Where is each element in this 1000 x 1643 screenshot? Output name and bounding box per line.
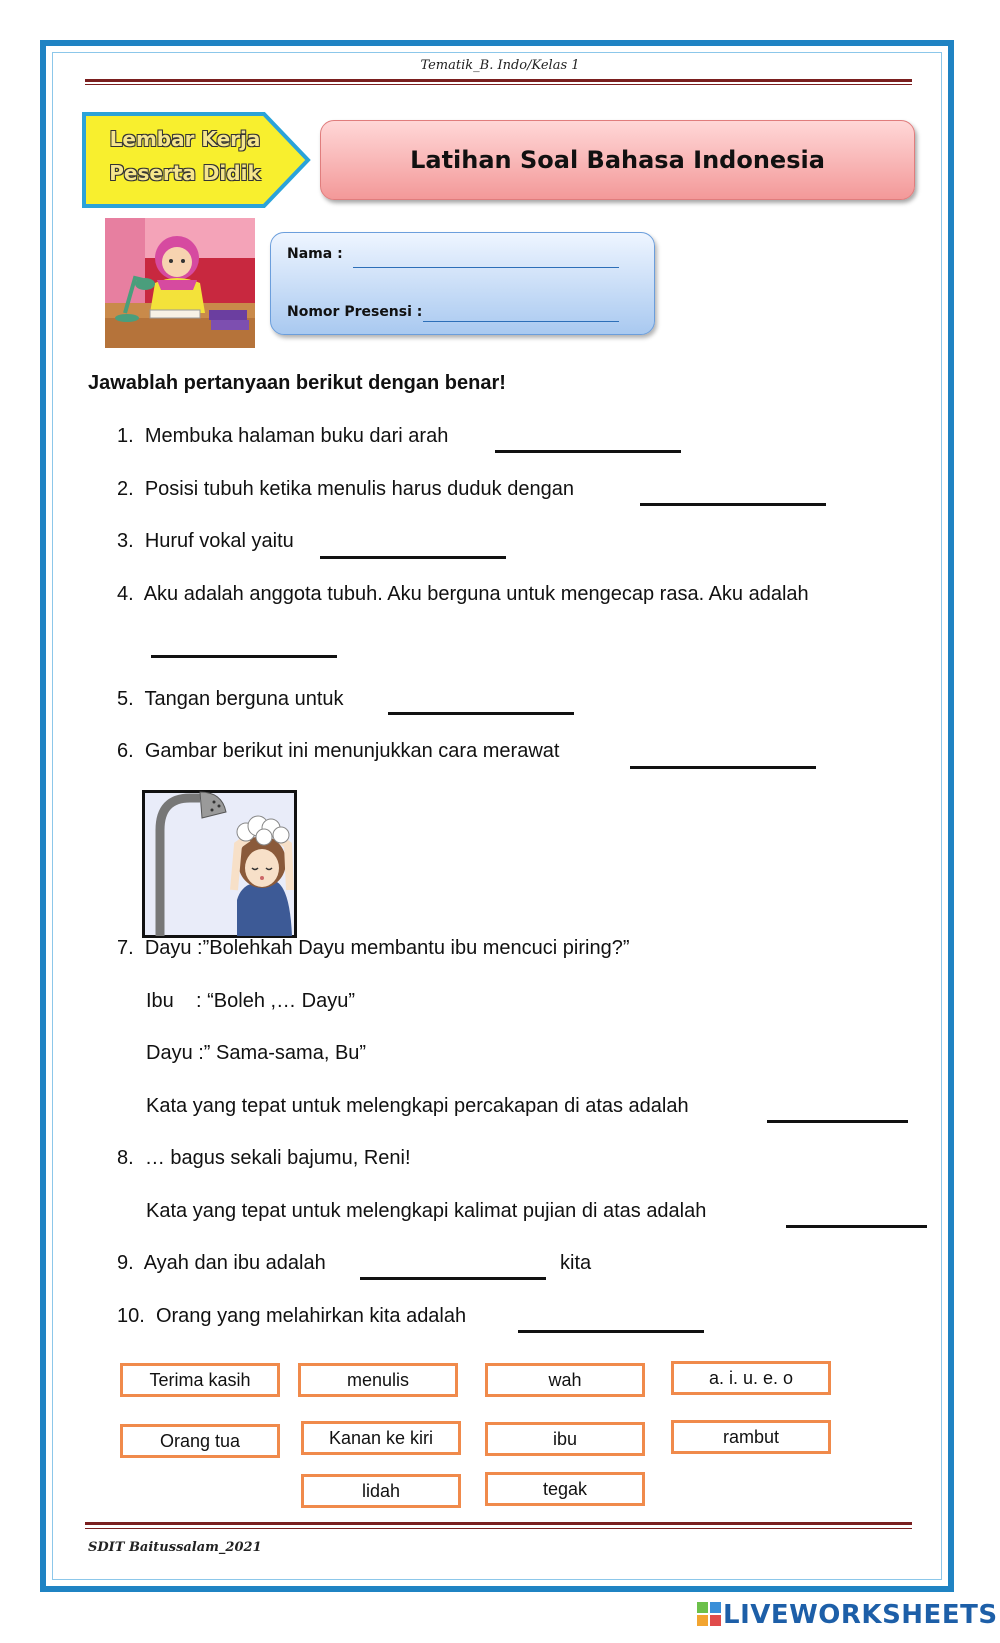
number-field[interactable]	[423, 321, 619, 322]
page-title: Latihan Soal Bahasa Indonesia	[410, 146, 825, 174]
footer-rule-thin	[85, 1528, 912, 1529]
question-1: 1. Membuka halaman buku dari arah	[117, 425, 449, 447]
question-10: 10. Orang yang melahirkan kita adalah	[117, 1305, 467, 1327]
question-9: 9. Ayah dan ibu adalah	[117, 1252, 326, 1274]
answer-blank-10[interactable]	[518, 1330, 704, 1333]
answer-blank-5[interactable]	[388, 712, 574, 715]
answer-blank-3[interactable]	[320, 556, 506, 559]
answer-blank-4[interactable]	[151, 655, 337, 658]
answer-blank-6[interactable]	[630, 766, 816, 769]
header-rule-thin	[85, 84, 912, 85]
name-label: Nama :	[287, 246, 343, 262]
answer-blank-9[interactable]	[360, 1277, 546, 1280]
option-chip[interactable]: Terima kasih	[120, 1363, 280, 1397]
hair-washing-illustration	[142, 790, 297, 938]
title-banner	[320, 120, 915, 200]
question-8: 8. … bagus sekali bajumu, Reni!	[117, 1147, 411, 1169]
number-label: Nomor Presensi :	[287, 304, 423, 320]
student-reading-illustration	[105, 218, 255, 348]
option-chip[interactable]: tegak	[485, 1472, 645, 1506]
question-7-line-4: Kata yang tepat untuk melengkapi percakapan di atas adalah	[146, 1095, 689, 1117]
question-4: 4. Aku adalah anggota tubuh. Aku berguna untuk mengecap rasa. Aku adalah	[117, 583, 809, 605]
option-chip[interactable]: ibu	[485, 1422, 645, 1456]
footer-rule	[85, 1522, 912, 1525]
name-field[interactable]	[353, 267, 619, 268]
option-chip[interactable]: wah	[485, 1363, 645, 1397]
header-rule	[85, 79, 912, 82]
option-chip[interactable]: Orang tua	[120, 1424, 280, 1458]
header-subject: Tematik_B. Indo/Kelas 1	[420, 58, 580, 73]
question-6: 6. Gambar berikut ini menunjukkan cara merawat	[117, 740, 560, 762]
option-chip[interactable]: menulis	[298, 1363, 458, 1397]
question-8-line-2: Kata yang tepat untuk melengkapi kalimat pujian di atas adalah	[146, 1200, 707, 1222]
watermark-text: LIVEWORKSHEETS	[723, 1600, 998, 1630]
question-7: 7. Dayu :”Bolehkah Dayu membantu ibu mencuci piring?”	[117, 937, 630, 959]
question-7-line-2: Ibu : “Boleh ,… Dayu”	[146, 990, 355, 1012]
instruction-text: Jawablah pertanyaan berikut dengan benar!	[88, 372, 506, 394]
answer-blank-1[interactable]	[495, 450, 681, 453]
question-5: 5. Tangan berguna untuk	[117, 688, 344, 710]
option-chip[interactable]: a. i. u. e. o	[671, 1361, 831, 1395]
question-2: 2. Posisi tubuh ketika menulis harus duduk dengan	[117, 478, 574, 500]
answer-blank-7[interactable]	[767, 1120, 908, 1123]
answer-blank-2[interactable]	[640, 503, 826, 506]
question-3: 3. Huruf vokal yaitu	[117, 530, 294, 552]
lkpd-badge-text	[100, 122, 270, 190]
liveworksheets-watermark	[697, 1600, 998, 1630]
liveworksheets-logo-icon	[697, 1602, 723, 1628]
question-7-line-3: Dayu :” Sama-sama, Bu”	[146, 1042, 367, 1064]
badge-line-2: Peserta Didik	[109, 161, 261, 185]
footer-school: SDIT Baitussalam_2021	[88, 1540, 262, 1555]
option-chip[interactable]: lidah	[301, 1474, 461, 1508]
answer-blank-8[interactable]	[786, 1225, 927, 1228]
option-chip[interactable]: Kanan ke kiri	[301, 1421, 461, 1455]
question-9-suffix: kita	[560, 1252, 592, 1274]
badge-line-1: Lembar Kerja	[109, 127, 261, 151]
option-chip[interactable]: rambut	[671, 1420, 831, 1454]
identity-box	[270, 232, 655, 335]
